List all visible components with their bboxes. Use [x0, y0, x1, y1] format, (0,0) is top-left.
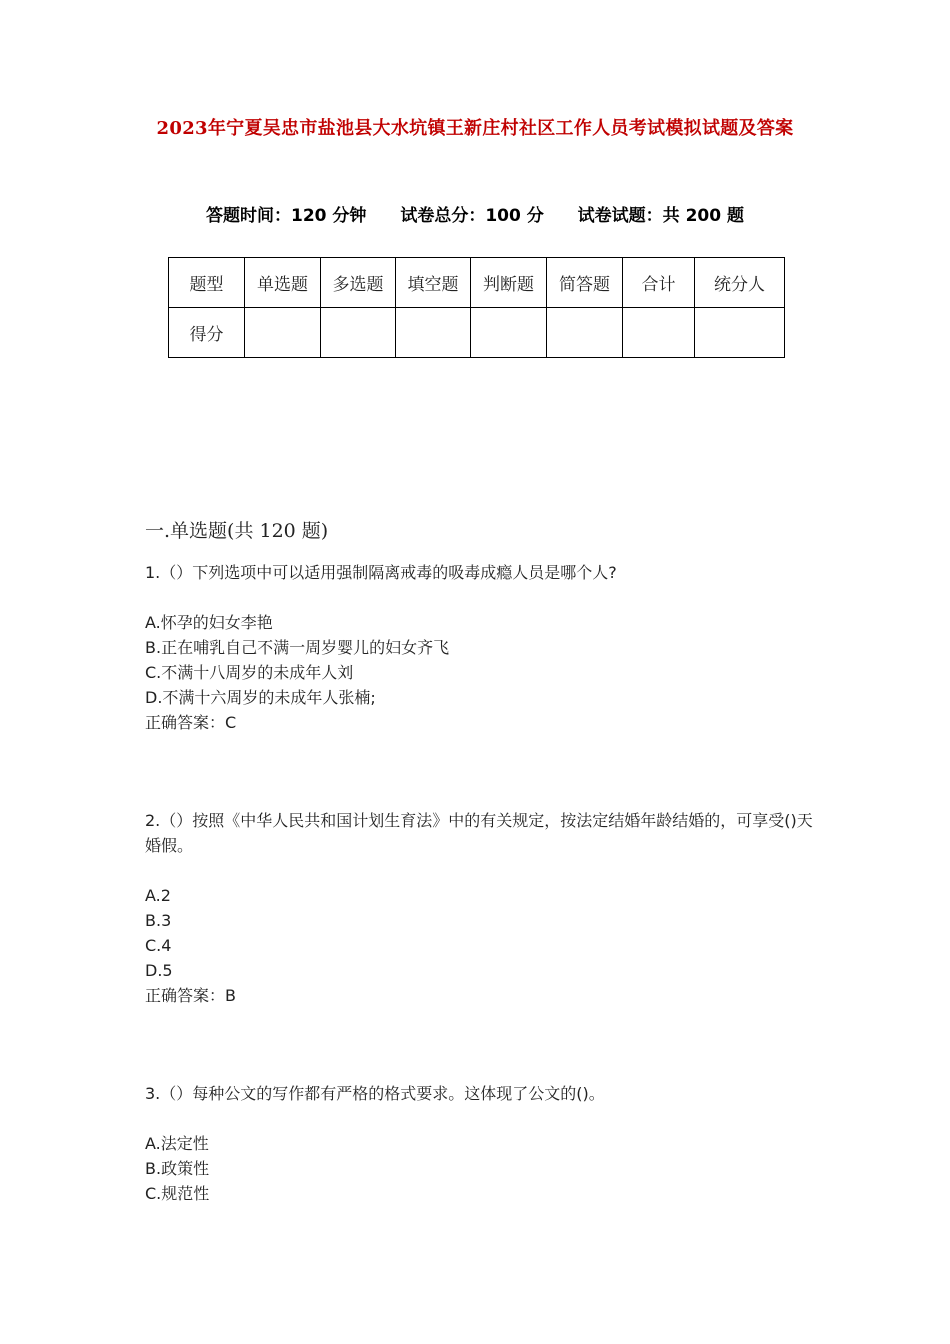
question-3: [145, 1081, 815, 1206]
section-title: 一.单选题(共 120 题): [145, 520, 329, 542]
score-table-header-cell: 题型: [169, 258, 245, 308]
question-option: D.不满十六周岁的未成年人张楠;: [145, 688, 376, 707]
question-option: A.法定性: [145, 1134, 209, 1153]
score-table-header-cell: 多选题: [321, 258, 396, 308]
question-option: C.不满十八周岁的未成年人刘: [145, 663, 354, 682]
exam-question-count: 试卷试题：共 200 题: [577, 206, 744, 226]
exam-meta: [0, 201, 950, 226]
question-2: [145, 808, 815, 1008]
question-option: B.政策性: [145, 1159, 210, 1178]
score-cell: [245, 308, 321, 358]
score-cell: [471, 308, 547, 358]
question-stem: 1.（）下列选项中可以适用强制隔离戒毒的吸毒成瘾人员是哪个人?: [145, 563, 617, 582]
score-table-header-cell: 判断题: [471, 258, 547, 308]
score-table-header-cell: 单选题: [245, 258, 321, 308]
score-table-header-cell: 统分人: [695, 258, 785, 308]
question-stem: 3.（）每种公文的写作都有严格的格式要求。这体现了公文的()。: [145, 1084, 605, 1103]
score-table: [168, 257, 785, 358]
score-table-header-cell: 合计: [623, 258, 695, 308]
score-cell: [695, 308, 785, 358]
question-option: B.正在哺乳自己不满一周岁婴儿的妇女齐飞: [145, 638, 450, 657]
question-option: A.2: [145, 886, 171, 905]
score-row-label: 得分: [169, 308, 245, 358]
question-answer: 正确答案：C: [145, 713, 237, 732]
score-cell: [321, 308, 396, 358]
exam-total-score: 试卷总分：100 分: [400, 206, 544, 226]
score-table-header-cell: 简答题: [547, 258, 623, 308]
exam-time: 答题时间：120 分钟: [206, 206, 367, 226]
question-option: C.规范性: [145, 1184, 210, 1203]
question-1: [145, 560, 815, 735]
question-answer: 正确答案：B: [145, 986, 236, 1005]
score-table-header-row: [169, 258, 785, 308]
question-stem: 2.（）按照《中华人民共和国计划生育法》中的有关规定，按法定结婚年龄结婚的，可享受()天婚假。: [145, 811, 813, 855]
score-cell: [547, 308, 623, 358]
score-cell: [623, 308, 695, 358]
question-option: B.3: [145, 911, 172, 930]
score-table-score-row: [169, 308, 785, 358]
score-cell: [396, 308, 471, 358]
document-title: 2023年宁夏吴忠市盐池县大水坑镇王新庄村社区工作人员考试模拟试题及答案: [156, 118, 794, 139]
question-option: A.怀孕的妇女李艳: [145, 613, 273, 632]
score-table-header-cell: 填空题: [396, 258, 471, 308]
question-option: C.4: [145, 936, 172, 955]
question-option: D.5: [145, 961, 173, 980]
